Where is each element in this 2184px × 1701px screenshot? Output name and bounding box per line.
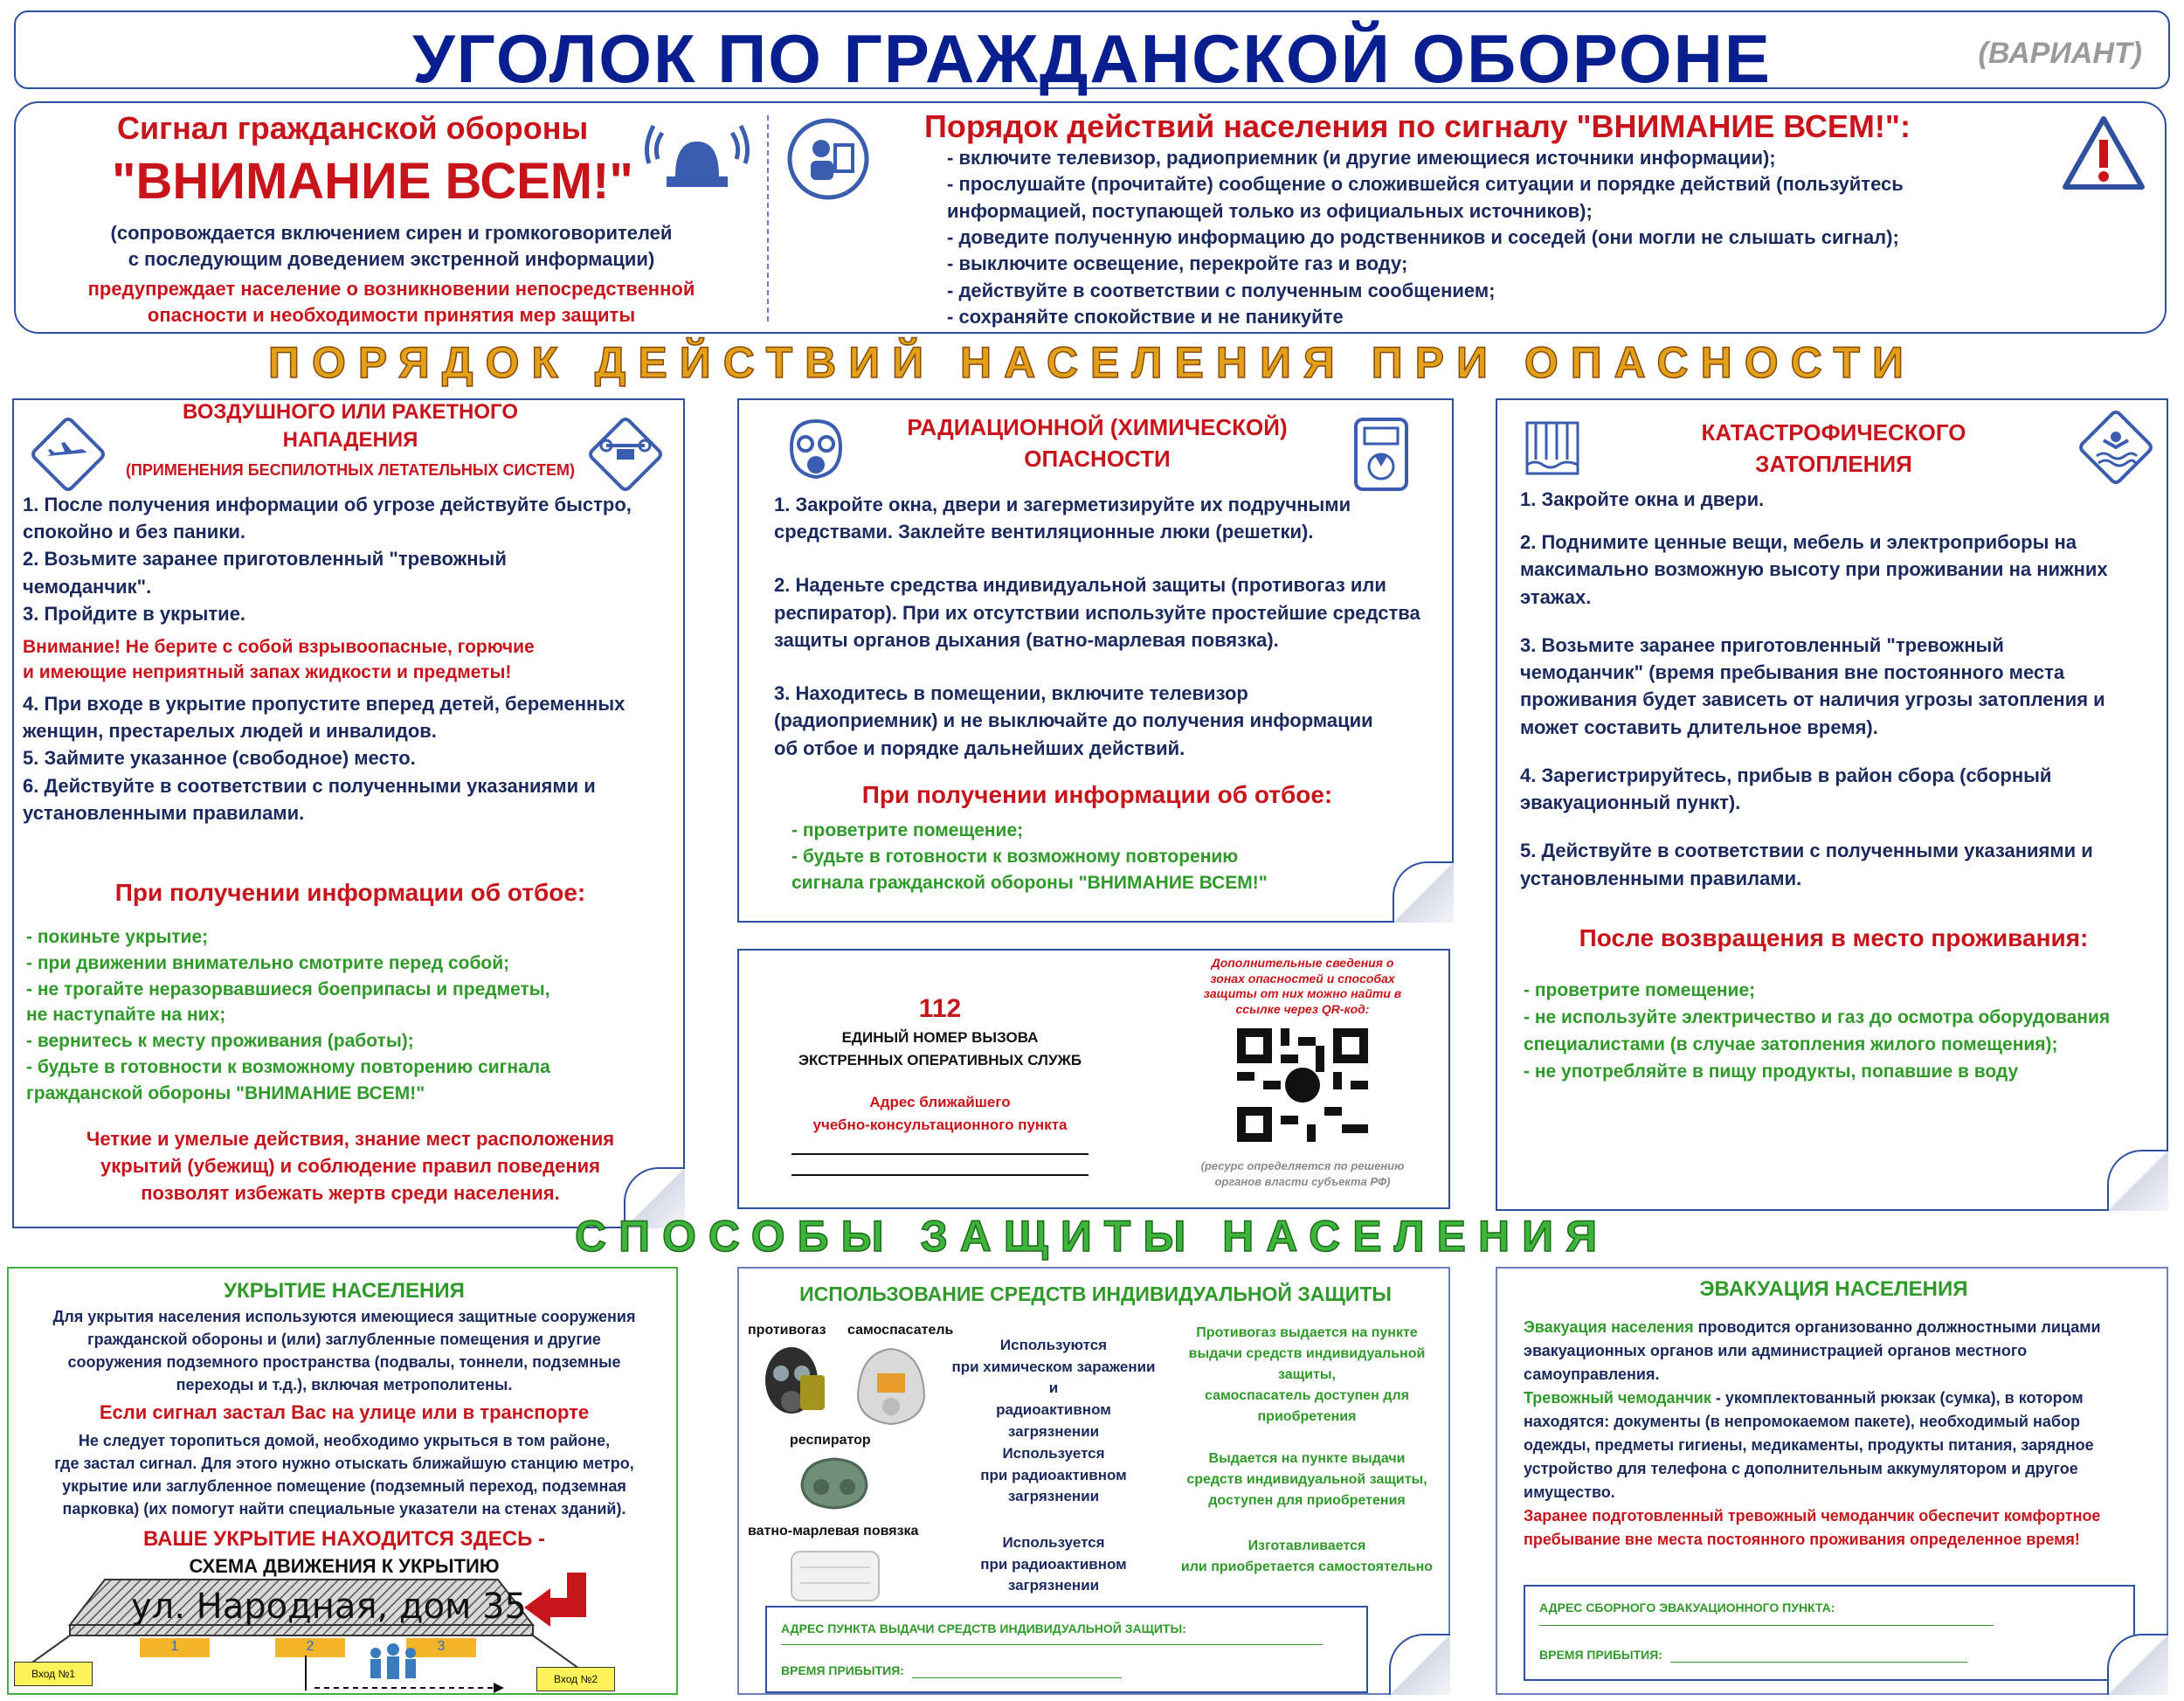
ppe-use-line: загрязнении	[1007, 1577, 1100, 1594]
ppe-get-line: выдачи средств индивидуальной	[1188, 1346, 1426, 1361]
qr-info-line: зонах опасностей и способах	[1210, 971, 1395, 985]
ppe-use-line: Используется	[1002, 1534, 1105, 1551]
air-allclear-item: - не трогайте неразорвавшиеся боеприпасы и предметы,	[26, 978, 550, 999]
entrance-number: 2	[306, 1639, 314, 1654]
plane-icon	[30, 416, 107, 493]
evac-time-label: ВРЕМЯ ПРИБЫТИЯ:	[1539, 1648, 1662, 1662]
ppe-title: ИСПОЛЬЗОВАНИЕ СРЕДСТВ ИНДИВИДУАЛЬНОЙ ЗАЩИТЫ	[799, 1283, 1392, 1305]
shelter-street-line: укрытие или заглубленное помещение (подземный переход, подземная	[62, 1477, 626, 1496]
procedure-item: - сохраняйте спокойствие и не паникуйте	[947, 306, 1344, 328]
ppe-get-line: Выдается на пункте выдачи	[1208, 1451, 1406, 1466]
evacuation-line: самоуправления.	[1524, 1366, 1660, 1383]
procedure-item: - включите телевизор, радиоприемник (и другие имеющиеся источники информации);	[947, 147, 1776, 169]
shelter-intro-line: гражданской обороны и (или) заглубленные помещения и другие	[87, 1331, 601, 1349]
radiation-step: (радиоприемник) и не выключайте до получения информации	[774, 709, 1373, 732]
flood-title-2: ЗАТОПЛЕНИЯ	[1755, 451, 1912, 477]
signal-name: "ВНИМАНИЕ ВСЕМ!"	[112, 153, 633, 210]
qr-info-line: Дополнительные сведения о	[1211, 956, 1394, 970]
entrance-1-label: Вход №1	[14, 1662, 93, 1686]
siren-icon	[645, 115, 750, 196]
signal-note-1: (сопровождается включением сирен и громкоговорителей	[110, 222, 673, 244]
radiation-allclear-item: - проветрите помещение;	[791, 820, 1024, 840]
radiation-steps	[774, 491, 1447, 762]
air-allclear-item: - при движении внимательно смотрите перед собой;	[26, 952, 510, 973]
signal-heading: Сигнал гражданской обороны	[117, 110, 589, 146]
self-rescuer-image	[847, 1344, 935, 1428]
evacuation-text	[1524, 1316, 2161, 1552]
evacuation-warning: пребывание вне места постоянного проживания определенное время!	[1524, 1531, 2080, 1548]
air-step: 5. Займите указанное (свободное) место.	[23, 747, 416, 770]
ppe-use-line: при химическом заражении и	[951, 1358, 1156, 1397]
air-allclear-list	[26, 924, 550, 1107]
radiation-panel	[737, 398, 1454, 923]
flood-step: 3. Возьмите заранее приготовленный "тревожный	[1520, 633, 2004, 656]
respirator-label: респиратор	[790, 1433, 871, 1448]
radiation-allclear-item: сигнала гражданской обороны "ВНИМАНИЕ ВСЕМ!"	[791, 872, 1268, 893]
air-allclear-item: - вернитесь к месту проживания (работы);	[26, 1031, 414, 1052]
radiation-step: 1. Закройте окна, двери и загерметизируйте их подручными	[774, 494, 1351, 515]
flood-step: 5. Действуйте в соответствии с полученными указаниями и	[1520, 840, 2093, 862]
ppe-time-field[interactable]	[912, 1677, 1122, 1678]
flood-step: этажах.	[1520, 585, 1592, 608]
air-title-1: ВОЗДУШНОГО ИЛИ РАКЕТНОГО	[182, 400, 518, 424]
entrance-number: 3	[437, 1639, 446, 1654]
ppe-use-2	[949, 1443, 1158, 1508]
filter-can-image	[797, 1372, 828, 1414]
flood-step: проживания будет зависеть от наличия угрозы затопления и	[1520, 688, 2105, 711]
evacuation-title: ЭВАКУАЦИЯ НАСЕЛЕНИЯ	[1699, 1277, 1968, 1301]
flood-step: максимально возможную высоту при проживании на нижних	[1520, 558, 2108, 581]
bandage-label: ватно-марлевая повязка	[748, 1524, 919, 1539]
air-step: 1. После получения информации об угрозе действуйте быстро,	[23, 494, 632, 515]
air-allclear-item: - будьте в готовности к возможному повторению сигнала	[26, 1057, 550, 1078]
air-allclear-item: не наступайте на них;	[26, 1005, 226, 1026]
emergency-line-1: ЕДИНЫЙ НОМЕР ВЫЗОВА	[841, 1029, 1039, 1046]
consult-address-2: учебно-консультационного пункта	[812, 1117, 1068, 1133]
flood-return-item: - не используйте электричество и газ до осмотра оборудования	[1524, 1007, 2111, 1028]
ppe-use-line: при радиоактивном	[980, 1555, 1127, 1573]
flood-step: 1. Закройте окна и двери.	[1520, 488, 1765, 510]
shelter-title: УКРЫТИЕ НАСЕЛЕНИЯ	[224, 1279, 465, 1303]
air-footer-2: укрытий (убежищ) и соблюдение правил поведения	[100, 1155, 600, 1178]
flood-step: 2. Поднимите ценные вещи, мебель и электроприборы на	[1520, 531, 2077, 554]
flood-step: 4. Зарегистрируйтесь, прибыв в район сбора (сборный	[1520, 764, 2052, 786]
ppe-get-line: приобретения	[1257, 1409, 1357, 1424]
air-title-2: НАПАДЕНИЯ	[282, 428, 418, 452]
air-step: 3. Пройдите в укрытие.	[23, 602, 246, 625]
entrance-2-label: Вход №2	[536, 1667, 615, 1691]
procedure-heading: Порядок действий населения по сигналу "ВНИМАНИЕ ВСЕМ!":	[924, 108, 1911, 144]
ppe-get-line: доступен для приобретения	[1208, 1493, 1406, 1508]
ppe-use-line: радиоактивном загрязнении	[996, 1400, 1111, 1440]
air-step: женщин, престарелых людей и инвалидов.	[23, 720, 437, 743]
page-curl	[1389, 1634, 1450, 1695]
evacuation-panel	[1496, 1267, 2168, 1695]
procedure-item: информацией, поступающей только из официальных источников);	[947, 199, 1593, 222]
air-step: чемоданчик".	[23, 575, 152, 598]
emergency-line-2: ЭКСТРЕННЫХ ОПЕРАТИВНЫХ СЛУЖБ	[798, 1052, 1082, 1068]
signal-warning-1: предупреждает население о возникновении непосредственной	[87, 278, 695, 300]
address-line	[791, 1153, 1089, 1155]
air-attack-panel	[12, 398, 685, 1228]
emergency-kit-line: устройство для телефона с дополнительным аккумулятором и другое	[1524, 1460, 2078, 1477]
radiation-title-1: РАДИАЦИОННОЙ (ХИМИЧЕСКОЙ)	[907, 414, 1288, 440]
protection-banner: СПОСОБЫ ЗАЩИТЫ НАСЕЛЕНИЯ	[574, 1212, 1610, 1261]
procedure-list	[947, 145, 2083, 331]
ppe-get-2	[1167, 1449, 1447, 1511]
flood-return-title: После возвращения в место проживания:	[1579, 924, 2089, 951]
signal-panel	[14, 101, 2167, 334]
ppe-time-label: ВРЕМЯ ПРИБЫТИЯ:	[781, 1663, 904, 1677]
shelter-street-text	[9, 1429, 680, 1520]
ppe-use-line: Используется	[1002, 1445, 1105, 1462]
ppe-panel	[737, 1267, 1450, 1695]
emergency-kit-line: имущество.	[1524, 1483, 1615, 1501]
evacuation-form	[1524, 1585, 2135, 1681]
air-footer	[14, 1125, 687, 1207]
radiation-step: 3. Находитесь в помещении, включите телевизор	[774, 682, 1248, 705]
procedure-item: - прослушайте (прочитайте) сообщение о сложившейся ситуации и порядке действий (пользуйтесь	[947, 173, 1904, 196]
respirator-image	[795, 1452, 874, 1513]
ppe-address-form	[765, 1606, 1368, 1693]
shelter-panel	[7, 1267, 678, 1695]
ppe-use-line: при радиоактивном	[980, 1466, 1127, 1483]
signal-divider	[767, 115, 769, 322]
radiation-step: защиты органов дыхания (ватно-марлевая повязка).	[774, 628, 1279, 651]
ppe-get-line: защиты,	[1278, 1367, 1336, 1382]
contact-panel	[737, 949, 1450, 1209]
evac-time-field[interactable]	[1670, 1662, 1967, 1663]
qr-info-line: защиты от них можно найти в	[1203, 986, 1402, 1000]
variant-label: (ВАРИАНТ)	[1978, 37, 2142, 70]
air-allclear-title: При получении информации об отбое:	[114, 879, 586, 906]
radiation-title-2: ОПАСНОСТИ	[1024, 446, 1171, 472]
ppe-address-field[interactable]	[781, 1644, 1323, 1645]
air-footer-1: Четкие и умелые действия, знание мест расположения	[86, 1128, 615, 1150]
ppe-get-line: Изготавливается	[1248, 1539, 1366, 1553]
shelter-intro-line: переходы и т.д.), включая метрополитены.	[176, 1376, 513, 1394]
radiation-step: респиратор). При их отсутствии используйте простейшие средства	[774, 601, 1420, 624]
flood-steps	[1520, 486, 2167, 892]
ppe-get-1	[1167, 1323, 1447, 1428]
ppe-address-label: АДРЕС ПУНКТА ВЫДАЧИ СРЕДСТВ ИНДИВИДУАЛЬНОЙ ЗАЩИТЫ:	[781, 1621, 1186, 1635]
ppe-use-3	[949, 1532, 1158, 1597]
air-step: спокойно и без паники.	[23, 521, 245, 543]
signal-warning-2: опасности и необходимости принятия мер защиты	[147, 304, 636, 326]
radiation-meter-icon	[1351, 416, 1412, 494]
radiation-allclear-list	[791, 818, 1268, 895]
shelter-intro-line: Для укрытия населения используются имеющиеся защитные сооружения	[52, 1308, 636, 1325]
emergency-kit-def: - укомплектованный рюкзак (сумка), в котором	[1711, 1389, 2084, 1407]
air-footer-3: позволят избежать жертв среди населения.	[141, 1182, 560, 1205]
page-title: УГОЛОК ПО ГРАЖДАНСКОЙ ОБОРОНЕ	[412, 20, 1772, 97]
flood-title-1: КАТАСТРОФИЧЕСКОГО	[1701, 419, 1966, 446]
evacuation-line: эвакуационных органов или администрацией органов местного	[1524, 1342, 2028, 1359]
qr-note	[1158, 1158, 1447, 1189]
qr-info	[1167, 956, 1438, 1017]
radiation-step: средствами. Заклейте вентиляционные люки (решетки).	[774, 521, 1314, 543]
entrance-number: 1	[170, 1639, 179, 1654]
flood-return-item: специалистами (в случае затопления жилого помещения);	[1524, 1034, 2058, 1055]
air-warning-2: и имеющие неприятный запах жидкости и предметы!	[23, 662, 512, 683]
qr-info-line: ссылке через QR-код:	[1235, 1001, 1370, 1016]
shelter-intro-line: сооружения подземного пространства (подвалы, тоннели, подземные	[67, 1353, 621, 1372]
procedure-item: - действуйте в соответствии с полученным сообщением;	[947, 279, 1496, 301]
title-bar	[14, 10, 2170, 97]
procedure-item: - доведите полученную информацию до родственников и соседей (они могли не слышать сигнал);	[947, 226, 1899, 249]
evacuation-def: проводится организованно должностными лицами	[1693, 1318, 2101, 1336]
shelter-address: ул. Народная, дом 35	[131, 1587, 527, 1627]
flood-step: может составить длительное время).	[1520, 716, 1878, 738]
shelter-intro	[9, 1305, 680, 1396]
drowning-icon	[2077, 409, 2154, 486]
air-warning-1: Внимание! Не берите с собой взрывоопасные, горючие	[23, 637, 535, 657]
radiation-step: об отбое и порядке дальнейших действий.	[774, 736, 1185, 759]
ppe-use-line: Используются	[999, 1337, 1108, 1353]
emergency-kit-line: находятся: документы (в непромокаемом пакете), необходимый набор	[1524, 1413, 2080, 1430]
flood-step: установленными правилами.	[1520, 867, 1802, 889]
air-subtitle: (ПРИМЕНЕНИЯ БЕСПИЛОТНЫХ ЛЕТАТЕЛЬНЫХ СИСТЕМ)	[125, 461, 576, 479]
air-allclear-item: - покиньте укрытие;	[26, 927, 209, 947]
qr-code-icon[interactable]	[1237, 1027, 1368, 1143]
ppe-use-1	[949, 1335, 1158, 1442]
gas-mask-icon	[781, 416, 851, 482]
evacuation-warning: Заранее подготовленный тревожный чемоданчик обеспечит комфортное	[1524, 1507, 2101, 1525]
air-steps-a	[23, 491, 678, 627]
consult-address-1: Адрес ближайшего	[869, 1094, 1011, 1110]
radiation-allclear-title: При получении информации об отбое:	[861, 781, 1333, 808]
flood-step: эвакуационный пункт).	[1520, 792, 1741, 814]
shelter-street-line: парковка) (их помогут найти специальные указатели на стенах зданий).	[62, 1500, 626, 1518]
ppe-get-line: или приобретается самостоятельно	[1180, 1559, 1434, 1574]
ppe-get-3	[1167, 1536, 1447, 1578]
self-rescuer-label: самоспасатель	[847, 1323, 954, 1338]
dam-icon	[1522, 418, 1583, 479]
address-line	[791, 1174, 1089, 1176]
danger-banner: ПОРЯДОК ДЕЙСТВИЙ НАСЕЛЕНИЯ ПРИ ОПАСНОСТИ	[268, 338, 1916, 387]
gas-mask-label: противогаз	[748, 1323, 826, 1338]
emergency-number: 112	[918, 994, 962, 1023]
shelter-here: ВАШЕ УКРЫТИЕ НАХОДИТСЯ ЗДЕСЬ -	[143, 1527, 545, 1551]
news-reader-icon	[784, 115, 872, 203]
radiation-allclear-item: - будьте в готовности к возможному повторению	[791, 846, 1239, 867]
shelter-street-title: Если сигнал застал Вас на улице или в транспорте	[99, 1401, 590, 1423]
air-step: 6. Действуйте в соответствии с полученными указаниями и	[23, 774, 596, 797]
flood-return-item: - проветрите помещение;	[1524, 980, 1756, 1000]
shelter-street-line: Не следует торопиться домой, необходимо укрыться в том районе,	[78, 1432, 611, 1449]
air-warning	[23, 634, 535, 686]
air-step: 2. Возьмите заранее приготовленный "тревожный	[23, 548, 507, 570]
page-curl	[1393, 861, 1454, 923]
air-step: установленными правилами.	[23, 801, 305, 824]
radiation-step: 2. Наденьте средства индивидуальной защиты (противогаз или	[774, 574, 1386, 597]
evacuation-term: Эвакуация населения	[1524, 1318, 1694, 1336]
scheme-title: СХЕМА ДВИЖЕНИЯ К УКРЫТИЮ	[189, 1555, 500, 1577]
warning-icon	[2060, 114, 2147, 194]
gauze-bandage-image	[783, 1545, 888, 1608]
flood-panel	[1496, 398, 2168, 1211]
page-curl	[2107, 1150, 2168, 1211]
ppe-get-line: средств индивидуальной защиты,	[1186, 1472, 1427, 1487]
air-allclear-item: гражданской обороны "ВНИМАНИЕ ВСЕМ!"	[26, 1082, 425, 1103]
signal-note-2: с последующим доведением экстренной информации)	[128, 248, 655, 270]
qr-note-line: органов власти субъекта РФ)	[1214, 1174, 1391, 1188]
shelter-street-line: где застал сигнал. Для этого нужно отыскать ближайшую станцию метро,	[54, 1455, 634, 1473]
qr-note-line: (ресурс определяется по решению	[1200, 1159, 1405, 1172]
flood-return-list	[1524, 977, 2110, 1085]
assembly-point-field[interactable]	[1539, 1625, 1994, 1626]
ppe-use-line: загрязнении	[1007, 1488, 1100, 1505]
air-steps-b	[23, 690, 678, 826]
ppe-get-line: самоспасатель доступен для	[1205, 1388, 1409, 1403]
flood-step: чемоданчик" (время пребывания вне постоянного места	[1520, 661, 2065, 684]
emergency-kit-term: Тревожный чемоданчик	[1524, 1389, 1711, 1407]
flood-return-item: - не употребляйте в пищу продукты, попавшие в воду	[1524, 1061, 2019, 1082]
procedure-item: - выключите освещение, перекройте газ и воду;	[947, 252, 1408, 275]
emergency-kit-line: одежды, предметы гигиены, медикаменты, продукты питания, зарядное	[1524, 1436, 2094, 1454]
ppe-get-line: Противогаз выдается на пункте	[1196, 1325, 1418, 1340]
assembly-point-label: АДРЕС СБОРНОГО ЭВАКУАЦИОННОГО ПУНКТА:	[1539, 1601, 1835, 1615]
air-step: 4. При входе в укрытие пропустите вперед детей, беременных	[23, 693, 625, 715]
